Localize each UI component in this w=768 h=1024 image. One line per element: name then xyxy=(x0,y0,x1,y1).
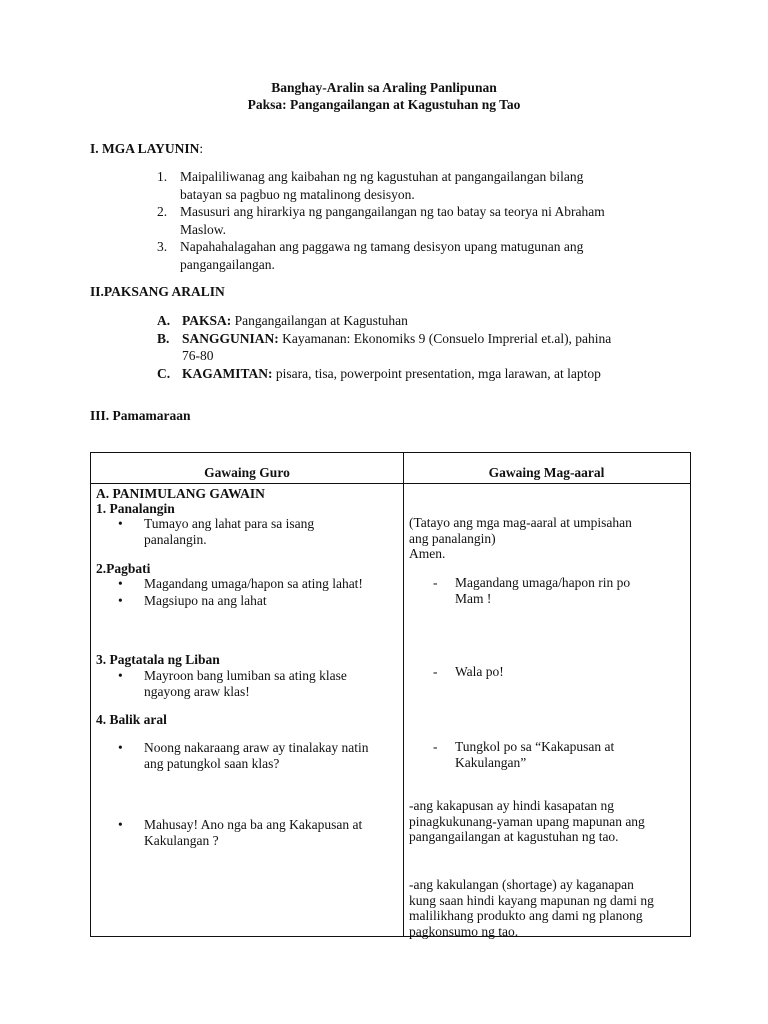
objective-item: 3. Napahahalagahan ang paggawa ng tamang desisyon upang matugunan ang pangangailangan. xyxy=(157,239,584,272)
bullet-icon: • xyxy=(118,817,123,832)
student-response: (Tatayo ang mga mag-aaral at umpisahan ang panalangin) Amen. xyxy=(409,515,632,561)
balik-aral-title: 4. Balik aral xyxy=(96,712,167,727)
teacher-column-header: Gawaing Guro xyxy=(204,465,290,480)
procedure-heading: III. Pamamaraan xyxy=(90,408,191,423)
objective-item: 1. Maipaliliwanag ang kaibahan ng ng kagustuhan at pangangailangan bilang batayan sa pagbuo ng matalinong desisyon. xyxy=(157,169,584,202)
subject-matter-heading: II.PAKSANG ARALIN xyxy=(90,284,225,299)
bullet-icon: • xyxy=(118,516,123,531)
pagtatala-title: 3. Pagtatala ng Liban xyxy=(96,652,220,667)
dash-icon: - xyxy=(433,739,438,754)
section-a-title: A. PANIMULANG GAWAIN xyxy=(96,486,265,501)
subject-matter-list xyxy=(157,312,677,382)
objectives-heading: I. MGA LAYUNIN: xyxy=(90,141,204,156)
document-title: Banghay-Aralin sa Araling Panlipunan xyxy=(271,80,497,95)
student-response: -ang kakulangan (shortage) ay kaganapan kung saan hindi kayang mapunan ng dami ng malilikhang produkto ang dami ng planong pagkonsumo ng tao. xyxy=(409,877,654,939)
pagbati-title: 2.Pagbati xyxy=(96,561,151,576)
bullet-icon: • xyxy=(118,668,123,683)
student-column-header: Gawaing Mag-aaral xyxy=(488,465,605,480)
bullet-icon: • xyxy=(118,576,123,591)
panalangin-title: 1. Panalangin xyxy=(96,501,175,516)
bullet-icon: • xyxy=(118,593,123,608)
dash-icon: - xyxy=(433,664,438,679)
column-divider xyxy=(403,453,404,936)
procedure-table: Gawaing Guro Gawaing Mag-aaral A. PANIMULANG GAWAIN 1. Panalangin • Tumayo ang lahat para sa isang panalangin. 2.Pagbati • Magandang umaga/hapon sa ating lahat! • Magsiupo na ang lahat 3. Pagtatala ng Liban • Mayroon bang lumiban sa ating klase ngayong araw klas! 4. Balik aral • Noong nakaraang araw ay tinalakay natin ang patungkol saan klas? • Mahusay! Ano nga ba ang Kakapusan at Kakulangan ? (Tatayo ang mga mag-aaral at umpisahan ang panalangin) Amen. - Magandang umaga/hapon rin po Mam ! - Wala po! - Tungkol po sa “Kakapusan at Kakulangan” -ang kakapusan ay hindi kasapatan ng pinagkukunang-yaman upang mapunan ang pangangailangan at kagustuhan ng tao. -ang kakulangan (shortage) ay kaganapan kung saan hindi kayang mapunan ng dami ng malilikhang produkto ang dami ng planong pagkonsumo ng tao. xyxy=(90,452,691,937)
bullet-icon: • xyxy=(118,740,123,755)
objective-item: 2. Masusuri ang hirarkiya ng pangangailangan ng tao batay sa teorya ni Abraham Maslow. xyxy=(157,204,605,237)
document-subtitle: Paksa: Pangangailangan at Kagustuhan ng Tao xyxy=(247,97,521,112)
subject-item: C. KAGAMITAN: pisara, tisa, powerpoint presentation, mga larawan, at laptop xyxy=(157,365,601,381)
header-divider xyxy=(91,483,690,484)
dash-icon: - xyxy=(433,575,438,590)
subject-item: B. SANGGUNIAN: Kayamanan: Ekonomiks 9 (Consuelo Imprerial et.al), pahina 76-80 xyxy=(157,330,612,363)
student-response: -ang kakapusan ay hindi kasapatan ng pinagkukunang-yaman upang mapunan ang pangangailangan at kagustuhan ng tao. xyxy=(409,798,645,844)
objectives-list xyxy=(150,168,650,273)
subject-item: A. PAKSA: Pangangailangan at Kagustuhan xyxy=(157,313,408,328)
